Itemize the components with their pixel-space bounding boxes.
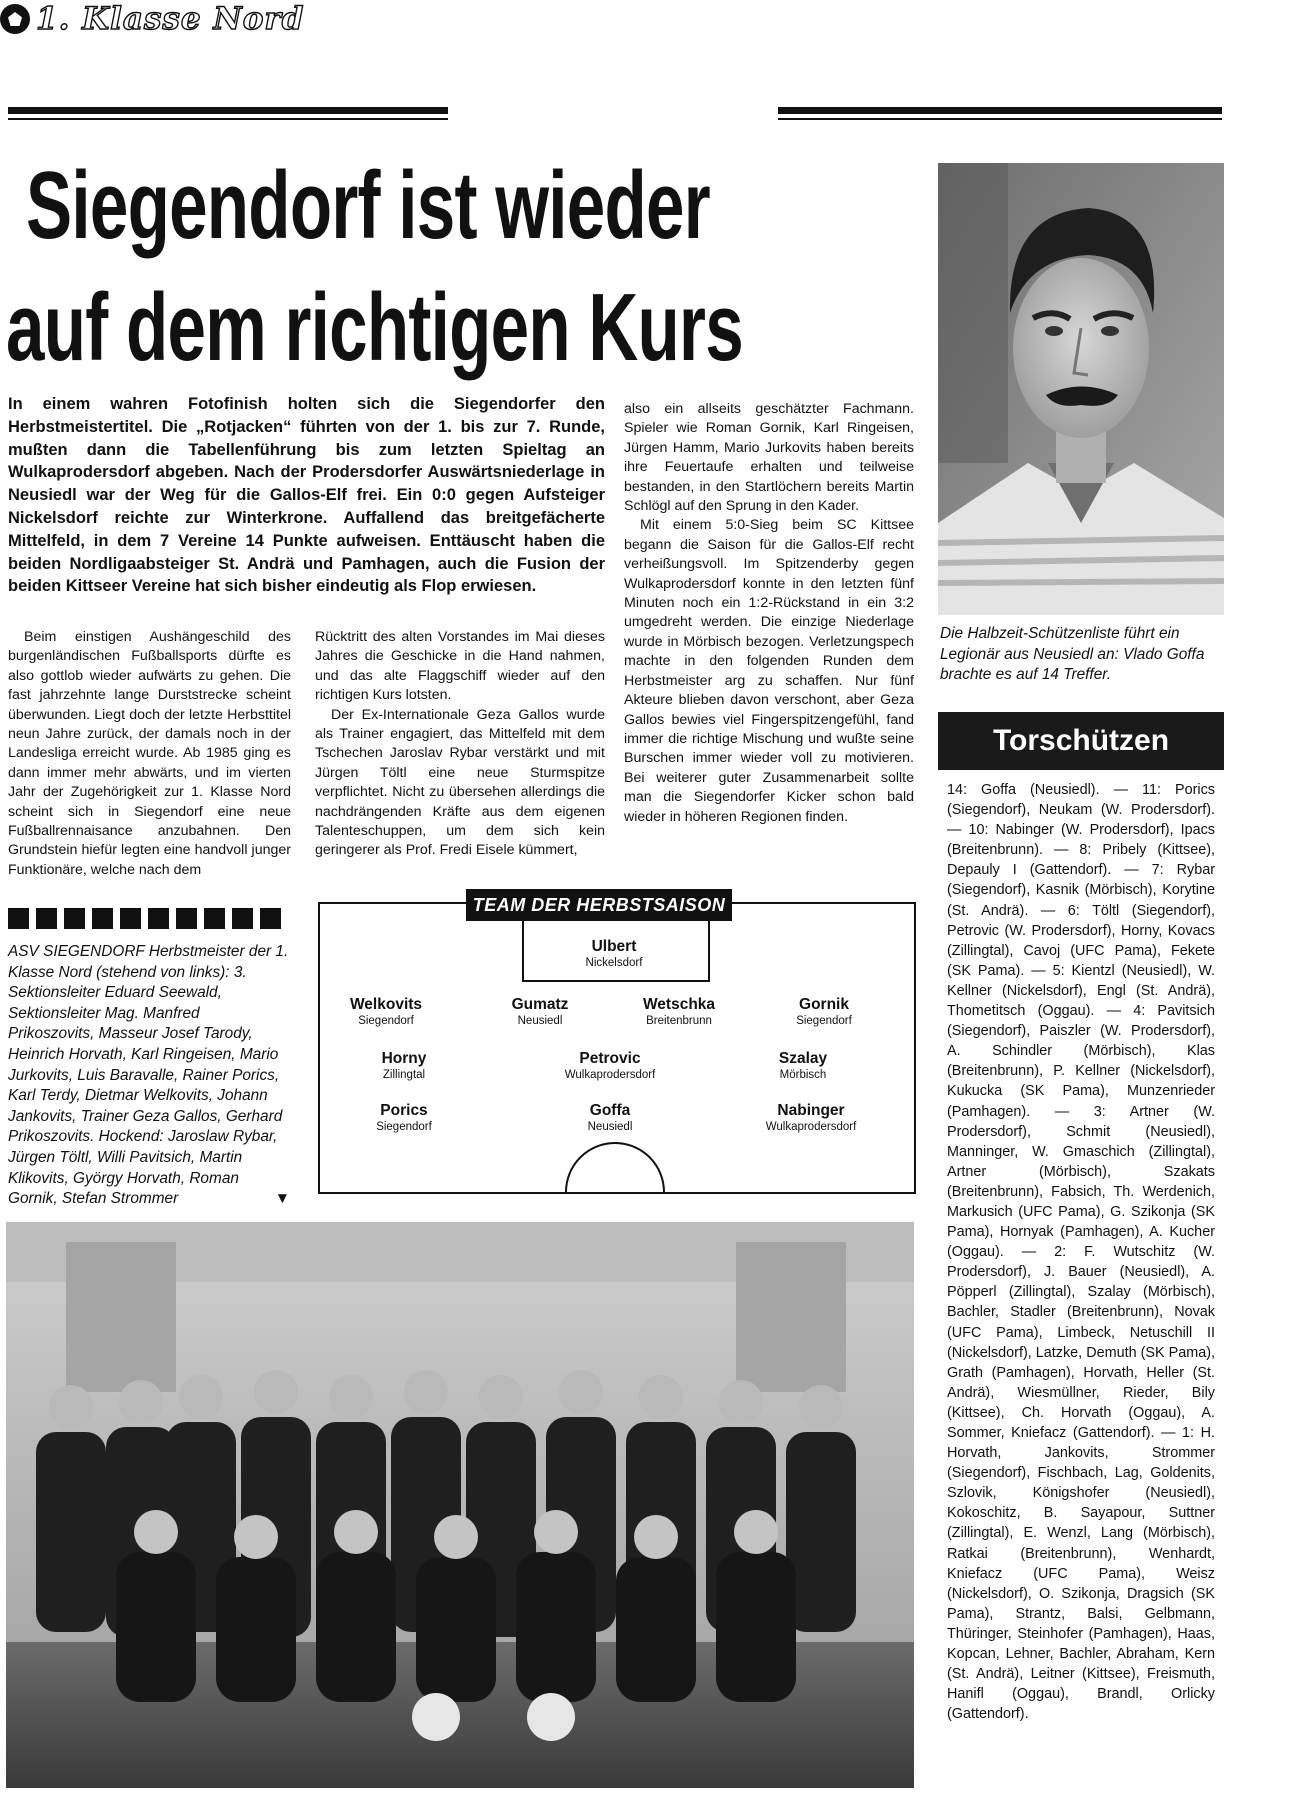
player-club: Wulkaprodersdorf bbox=[564, 1069, 656, 1081]
scorers-list: 14: Goffa (Neusiedl). — 11: Porics (Siegendorf), Neukam (W. Prodersdorf). — 10: Nabinger (W. Prodersdorf), Ipacs (Breitenbrunn). — 8: Pribely (Kittsee), Depauly I (Gattendorf). — 7: Rybar (Siegendorf), Kasnik (Mörbisch), Korytine (St. Andrä). — 6: Töltl (Siegendorf), Petrovic (W. Prodersdorf), Horny, Kovacs (Zillingtal), Cavoj (UFC Pama), Fekete (SK Pama). — 5: Kientzl (Neusiedl), W. Kellner (Nickelsdorf), Engl (St. Andrä), Thometitsch (Oggau). — 4: Pavitsich (Siegendorf), Paiszler (W. Prodersdorf), A. Schindler (Mörbisch), Klas (Breitenbrunn), P. Kellner (Nickelsdorf), Kukucka (SK Pama), Munzenrieder (Pamhagen). — 3: Artner (W. Prodersdorf), Schmit (Neusiedl), Manninger, W. Gmaschich (Zillingtal), Artner (Mörbisch), Szakats (Breitenbrunn), Fabsich, Th. Werdenich, Markusich (UFC Pama), G. Szikonja (SK Pama), Hornyak (Pamhagen), A. Kucher (Oggau). — 2: F. Wutschitz (W. Prodersdorf), J. Bauer (Neusiedl), A. Pöpperl (Zillingtal), Szalay (Mörbisch), Bachler, Stadler (Breitenbrunn), Novak (UFC Pama), Limbeck, Netuschill II (Nickelsdorf), Latzke, Demuth (SK Pama), Grath (Pamhagen), Horvath, Heller (St. Andrä), Wiesmüllner, Rieder, Bily (Kittsee), Ch. Horvath (Oggau), A. Sommer, Kniefacz (Gattendorf). — 1: H. Horvath, Jankovits, Strommer (Siegendorf), Fischbach, Lag, Goldenits, Szlovik, Königshofer (Neusiedl), Kokoschitz, B. Sayapour, Suttner (Zillingtal), E. Wenzl, Lang (Mörbisch), Ratkai (Breitenbrunn), Wenhardt, Kniefacz (UFC Pama), Weisz (Nickelsdorf), O. Szikonja, Dragsich (SK Pama), Strantz, Balsi, Gelbmann, Thüringer, Steinhofer (Pamhagen), Haas, Kopcan, Lehner, Bachler, Abraham, Kern (St. Andrä), Leitner (Kittsee), Freismuth, Hanifl (Oggau), Brandl, Orlicky (Gattendorf). bbox=[947, 782, 1215, 1723]
player-club: Mörbisch bbox=[779, 1069, 827, 1081]
body-column-3-paragraph-2: Mit einem 5:0-Sieg beim SC Kittsee begann die Saison für die Gallos-Elf recht verheißungsvoll. Im Spitzenderby gegen Wulkaprodersdorf konnte in den letzten fünf Minuten noch ein 1:2-Rückstand in ein 3:2 umgedreht werden. Die einzige Niederlage wurde in Mörbisch bezogen. Verletzungspech machte in den folgenden Runden dem Herbstmeister arg zu schaffen. Nur fünf Akteure blieben davon verschont, aber Geza Gallos bewies viel Fingerspitzengefühl, fand immer die richtige Mischung und wußte seine Burschen immer wieder voll zu motivieren. Bei weiterer guter Zusammenarbeit sollte man die Siegendorfer Kicker schon bald wieder in höheren Regionen finden. bbox=[624, 517, 914, 825]
player-wetschka bbox=[604, 996, 754, 1028]
separator-square bbox=[176, 908, 197, 929]
separator-square bbox=[260, 908, 281, 929]
player-gornik bbox=[749, 996, 899, 1028]
player-name: Petrovic bbox=[579, 1050, 641, 1067]
player-name: Goffa bbox=[589, 1102, 631, 1119]
player-name: Porics bbox=[380, 1102, 428, 1119]
player-goffa bbox=[535, 1102, 685, 1134]
player-porics bbox=[329, 1102, 479, 1134]
team-photo-caption-text: ASV SIEGENDORF Herbstmeister der 1. Klasse Nord (stehend von links): 3. Sektionsleiter Eduard Seewald, Sektionsleiter Mag. Manfred Prikoszovits, Masseur Josef Tarody, Heinrich Horvath, Karl Ringeisen, Mario Jurkovits, Luis Baravalle, Rainer Porics, Karl Terdy, Dietmar Welkovits, Johann Jankovits, Trainer Geza Gallos, Gerhard Prikoszovits. Hockend: Jaroslaw Rybar, Jürgen Töltl, Willi Pavitsich, Martin Klikovits, György Horvath, Roman Gornik, Stefan Strommer bbox=[8, 943, 289, 1208]
team-photo bbox=[6, 1222, 914, 1788]
player-club: Zillingtal bbox=[382, 1069, 426, 1081]
player-name: Szalay bbox=[778, 1050, 828, 1067]
body-column-3-paragraph-1: also ein allseits geschätzter Fachmann. Spieler wie Roman Gornik, Karl Ringeisen, Jürgen Hamm, Mario Jurkovits haben bereits ihre Feuertaufe erhalten und teilweise bestanden, in den Startlöchern bereits Martin Schlögl auf den Sprung in den Kader. bbox=[624, 401, 914, 515]
separator-square bbox=[204, 908, 225, 929]
player-szalay bbox=[728, 1050, 878, 1082]
team-of-season-banner bbox=[466, 889, 732, 921]
body-column-2-paragraph-2: Der Ex-Internationale Geza Gallos wurde als Trainer engagiert, das Mittelfeld mit dem Tschechen Jaroslav Rybar verstärkt und mit Jürgen Töltl eine neue Sturmspitze verpflichtet. Nicht zu übersehen allerdings die nachdrängenden Kräfte aus dem eigenen Talenteschuppen, um dem sich kein geringerer als Prof. Fredi Eisele kümmert, bbox=[315, 706, 605, 859]
player-name: Ulbert bbox=[591, 938, 637, 955]
headline-line-2: auf dem richtigen Kurs bbox=[6, 274, 743, 381]
player-nabinger bbox=[736, 1102, 886, 1134]
separator-square bbox=[148, 908, 169, 929]
football-icon bbox=[0, 4, 30, 34]
header-rule-right bbox=[778, 107, 1222, 114]
section-header bbox=[0, 0, 1295, 38]
player-name: Gornik bbox=[799, 996, 849, 1013]
player-name: Gumatz bbox=[511, 996, 569, 1013]
separator-square bbox=[36, 908, 57, 929]
header-rule-left-thin bbox=[8, 118, 448, 120]
player-club: Breitenbrunn bbox=[646, 1015, 712, 1027]
team-photo-caption bbox=[8, 942, 290, 1210]
team-of-season-field bbox=[318, 902, 916, 1194]
lead-paragraph: In einem wahren Fotofinish holten sich die Siegendorfer den Herbstmeistertitel. Die „Rotjacken“ führten von der 1. bis zur 7. Runde, mußten dann die Tabellenführung bis zum letzten Spieltag an Wulkaprodersdorf abgeben. Nach der Prodersdorfer Auswärtsniederlage in Neusiedl war der Weg für die Gallos-Elf frei. Ein 0:0 gegen Aufsteiger Nickelsdorf reichte zur Winterkrone. Auffallend das breitgefächerte Mittelfeld, in dem 7 Vereine 14 Punkte aufweisen. Enttäuscht haben die beiden Nordligaabsteiger St. Andrä und Pamhagen, auch die Fusion der beiden Kittseer Vereine hat sich bisher eindeutig als Flop erwiesen. bbox=[8, 395, 605, 596]
body-column-1-text: Beim einstigen Aushängeschild des burgenländischen Fußballsports dürfte es also gottlob wieder aufwärts zu gehen. Die fast jahrzehnte lange Durststrecke scheint überwunden. Liegt doch der letzte Herbsttitel neun Jahre zurück, der damals noch in der Landesliga erreicht wurde. Ab 1985 ging es dann immer mehr abwärts, und im vierten Jahr der Zugehörigkeit zur 1. Klasse Nord scheint sich in Siegendorf eine neue Fußballrennaisance anzubahnen. Den Grundstein hiefür legten eine handvoll junger Funktionäre, welche nach dem bbox=[8, 629, 291, 878]
player-petrovic bbox=[535, 1050, 685, 1082]
player-name: Wetschka bbox=[642, 996, 716, 1013]
player-club: Neusiedl bbox=[517, 1015, 563, 1027]
separator-square bbox=[120, 908, 141, 929]
separator-square bbox=[92, 908, 113, 929]
separator-square bbox=[232, 908, 253, 929]
section-label: 1. Klasse Nord bbox=[36, 1, 305, 37]
player-ulbert bbox=[539, 938, 689, 970]
team-photo-illustration bbox=[6, 1222, 914, 1788]
portrait-photo bbox=[938, 163, 1224, 615]
body-column-2 bbox=[315, 628, 605, 861]
separator-square bbox=[8, 908, 29, 929]
player-name: Horny bbox=[381, 1050, 427, 1067]
player-horny bbox=[329, 1050, 479, 1082]
caption-arrow-icon: ▼ bbox=[274, 1190, 290, 1208]
body-column-3 bbox=[624, 400, 914, 827]
scorers-title: Torschützen bbox=[992, 724, 1170, 757]
scorers-title-box bbox=[938, 712, 1224, 770]
player-club: Neusiedl bbox=[587, 1121, 633, 1133]
player-name: Nabinger bbox=[777, 1102, 845, 1119]
player-club: Siegendorf bbox=[796, 1015, 852, 1027]
player-club: Siegendorf bbox=[358, 1015, 414, 1027]
player-club: Wulkaprodersdorf bbox=[765, 1121, 857, 1133]
header-rule-right-thin bbox=[778, 118, 1222, 120]
separator-square bbox=[64, 908, 85, 929]
player-gumatz bbox=[465, 996, 615, 1028]
player-club: Siegendorf bbox=[376, 1121, 432, 1133]
player-welkovits bbox=[311, 996, 461, 1028]
separator-squares bbox=[8, 908, 281, 929]
portrait-caption: Die Halbzeit-Schützenliste führt ein Legionär aus Neusiedl an: Vlado Goffa brachte es auf 14 Treffer. bbox=[940, 625, 1205, 684]
portrait-illustration bbox=[938, 163, 1224, 615]
team-of-season-title: TEAM DER HERBSTSAISON bbox=[472, 895, 726, 915]
header-rule-left bbox=[8, 107, 448, 114]
body-column-2-paragraph-1: Rücktritt des alten Vorstandes im Mai dieses Jahres die Geschicke in die Hand nahmen, und das alte Flaggschiff wieder auf den richtigen Kurs lotsten. bbox=[315, 629, 605, 704]
player-name: Welkovits bbox=[349, 996, 423, 1013]
headline-line-1: Siegendorf ist wieder bbox=[26, 152, 710, 259]
player-club: Nickelsdorf bbox=[585, 957, 643, 969]
body-column-1 bbox=[8, 628, 291, 880]
